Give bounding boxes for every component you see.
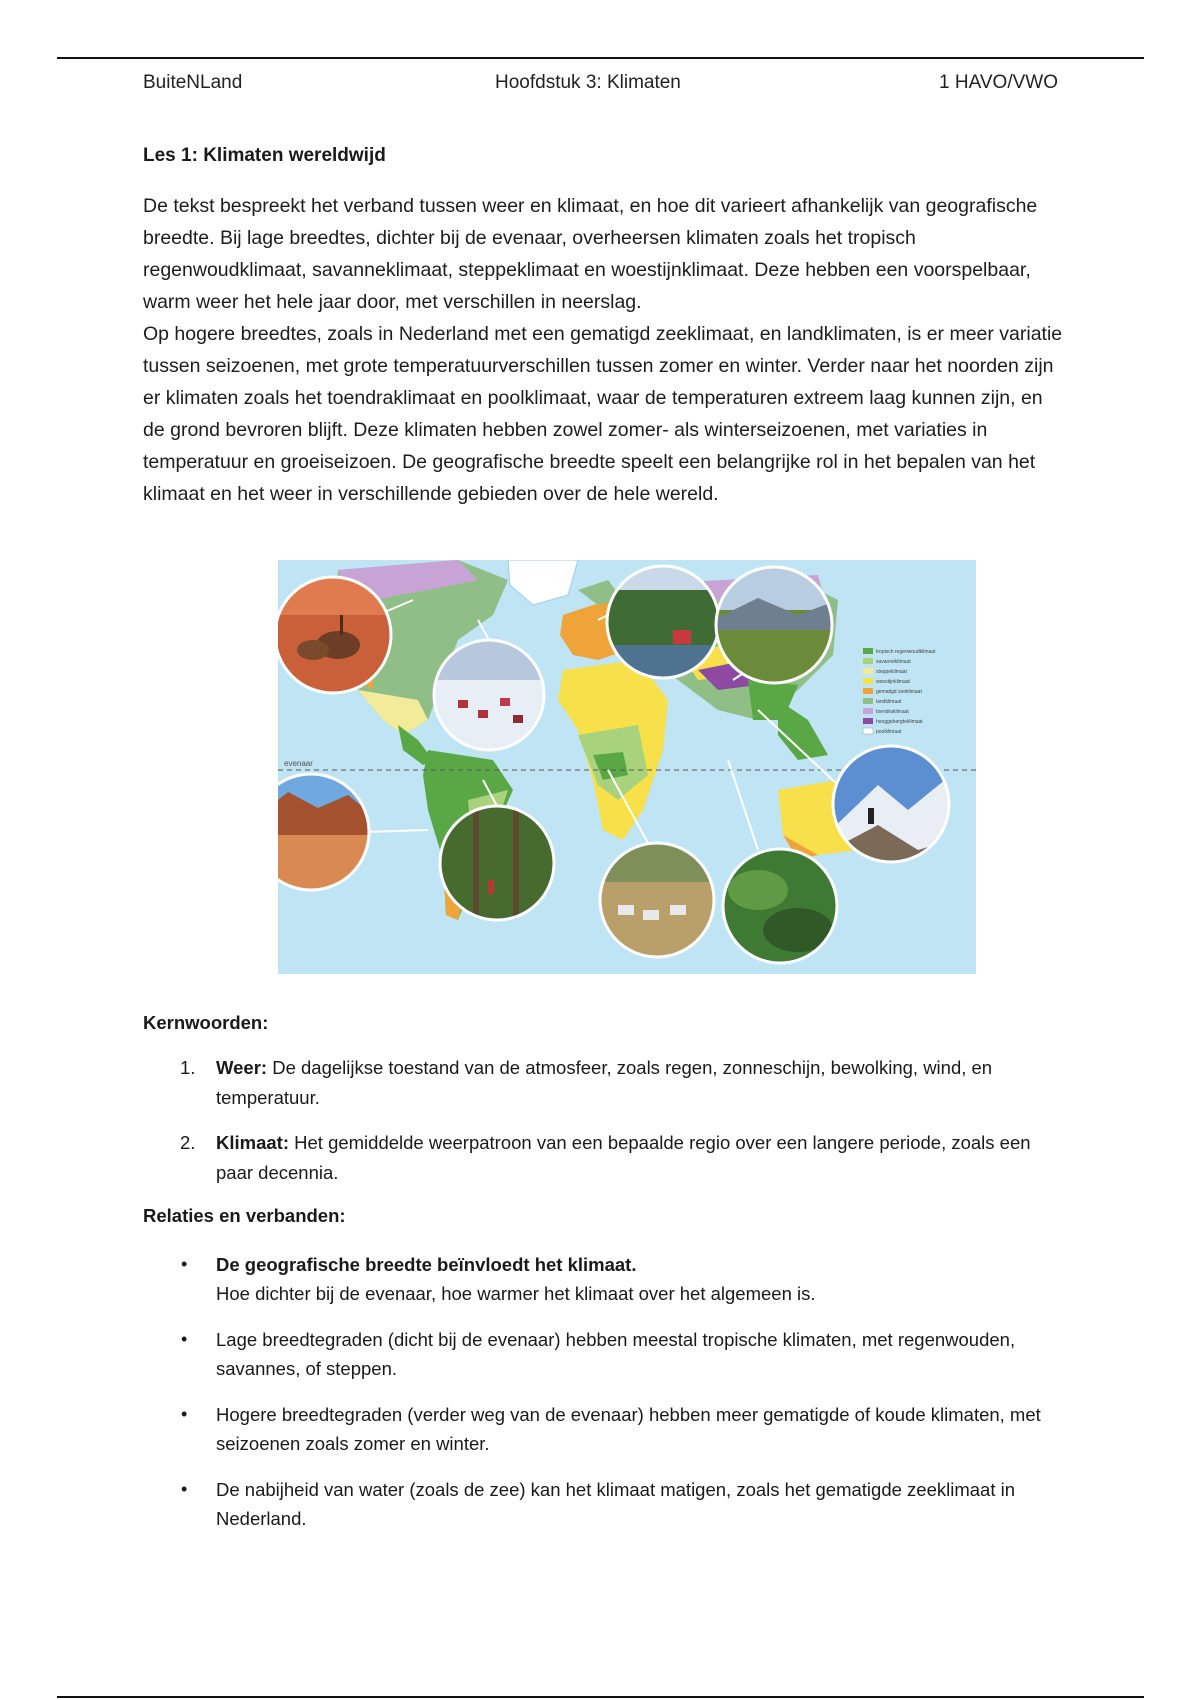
list-item xyxy=(143,1325,1068,1383)
equator-label: evenaar xyxy=(284,759,313,768)
definition-klimaat: Het gemiddelde weerpatroon van een bepaalde regio over een langere periode, zoals een paar decennia. xyxy=(216,1132,1031,1183)
relatie-1-heading: De geografische breedte beïnvloedt het klimaat. xyxy=(216,1254,637,1275)
relaties-list xyxy=(143,1250,1068,1550)
legend-label: poolklimaat xyxy=(876,729,902,735)
relatie-3-text: Hogere breedtegraden (verder weg van de evenaar) hebben meer gematigde of koude klimaten, met seizoenen zoals zomer en winter. xyxy=(216,1404,1041,1454)
header-right: 1 HAVO/VWO xyxy=(939,72,1058,93)
legend-label: tropisch regenwoudklimaat xyxy=(876,649,936,655)
page-header xyxy=(143,72,1058,98)
list-item xyxy=(143,1128,1068,1188)
relatie-4-text: De nabijheid van water (zoals de zee) kan het klimaat matigen, zoals het gematigde zeeklimaat in Nederland. xyxy=(216,1479,1016,1529)
relatie-2-text: Lage breedtegraden (dicht bij de evenaar) hebben meestal tropische klimaten, met regenwouden, savannes, of steppen. xyxy=(216,1329,1016,1379)
kernwoorden-title: Kernwoorden: xyxy=(143,1012,269,1033)
legend-swatch xyxy=(863,688,873,694)
relatie-1-text: Hoe dichter bij de evenaar, hoe warmer het klimaat over het algemeen is. xyxy=(216,1283,816,1304)
paragraph-2: Op hogere breedtes, zoals in Nederland met een gematigd zeeklimaat, en landklimaten, is er meer variatie tussen seizoenen, met grote temperatuurverschillen tussen zomer en winter. Verder naar het noorden zijn er klimaten zoals het toendraklimaat en poolklimaat, waar de temperaturen extreem laag kunnen zijn, en de grond bevroren blijft. Deze klimaten hebben zowel zomer- als winterseizoenen, met variaties in temperatuur en groeiseizoen. De geografische breedte speelt een belangrijke rol in het bepalen van het klimaat en het weer in verschillende gebieden over de hele wereld. xyxy=(143,323,1063,505)
legend-label: landklimaat xyxy=(876,699,902,705)
list-item xyxy=(143,1400,1068,1458)
term-weer: Weer: xyxy=(216,1057,268,1078)
bottom-rule xyxy=(57,1696,1144,1698)
legend-label: toendraklimaat xyxy=(876,709,909,715)
legend-label: gematigd zeeklimaat xyxy=(876,689,922,695)
definition-weer: De dagelijkse toestand van de atmosfeer, zoals regen, zonneschijn, bewolking, wind, en temperatuur. xyxy=(216,1057,993,1108)
bullet: • xyxy=(181,1404,188,1424)
list-item xyxy=(143,1053,1068,1113)
lesson-body xyxy=(143,190,1068,510)
legend-swatch xyxy=(863,648,873,654)
legend-swatch xyxy=(863,698,873,704)
legend-label: savanneklimaat xyxy=(876,659,911,665)
list-number: 2. xyxy=(180,1132,196,1153)
list-item xyxy=(143,1475,1068,1533)
climate-map-svg xyxy=(278,560,976,974)
legend-swatch xyxy=(863,678,873,684)
bullet: • xyxy=(181,1479,188,1499)
kernwoorden-list xyxy=(143,1053,1068,1203)
legend-swatch xyxy=(863,728,873,734)
list-item xyxy=(143,1250,1068,1308)
legend-swatch xyxy=(863,658,873,664)
term-klimaat: Klimaat: xyxy=(216,1132,289,1153)
legend-label: woestijnklimaat xyxy=(876,679,910,685)
list-number: 1. xyxy=(180,1057,196,1078)
paragraph-1: De tekst bespreekt het verband tussen weer en klimaat, en hoe dit varieert afhankelijk van geografische breedte. Bij lage breedtes, dichter bij de evenaar, overheersen klimaten zoals het tropisch regenwoudklimaat, savanneklimaat, steppeklimaat en woestijnklimaat. Deze hebben een voorspelbaar, warm weer het hele jaar door, met verschillen in neerslag. xyxy=(143,195,1038,313)
legend-swatch xyxy=(863,668,873,674)
legend-swatch xyxy=(863,718,873,724)
climate-world-map xyxy=(278,560,976,974)
bullet: • xyxy=(181,1254,188,1274)
top-rule xyxy=(57,57,1144,59)
lesson-title: Les 1: Klimaten wereldwijd xyxy=(143,145,386,166)
bullet: • xyxy=(181,1329,188,1349)
legend-label: steppeklimaat xyxy=(876,669,907,675)
relaties-title: Relaties en verbanden: xyxy=(143,1205,346,1226)
header-left: BuiteNLand xyxy=(143,72,243,93)
legend-label: hooggebergteklimaat xyxy=(876,719,923,725)
header-center: Hoofdstuk 3: Klimaten xyxy=(495,72,681,93)
legend-swatch xyxy=(863,708,873,714)
